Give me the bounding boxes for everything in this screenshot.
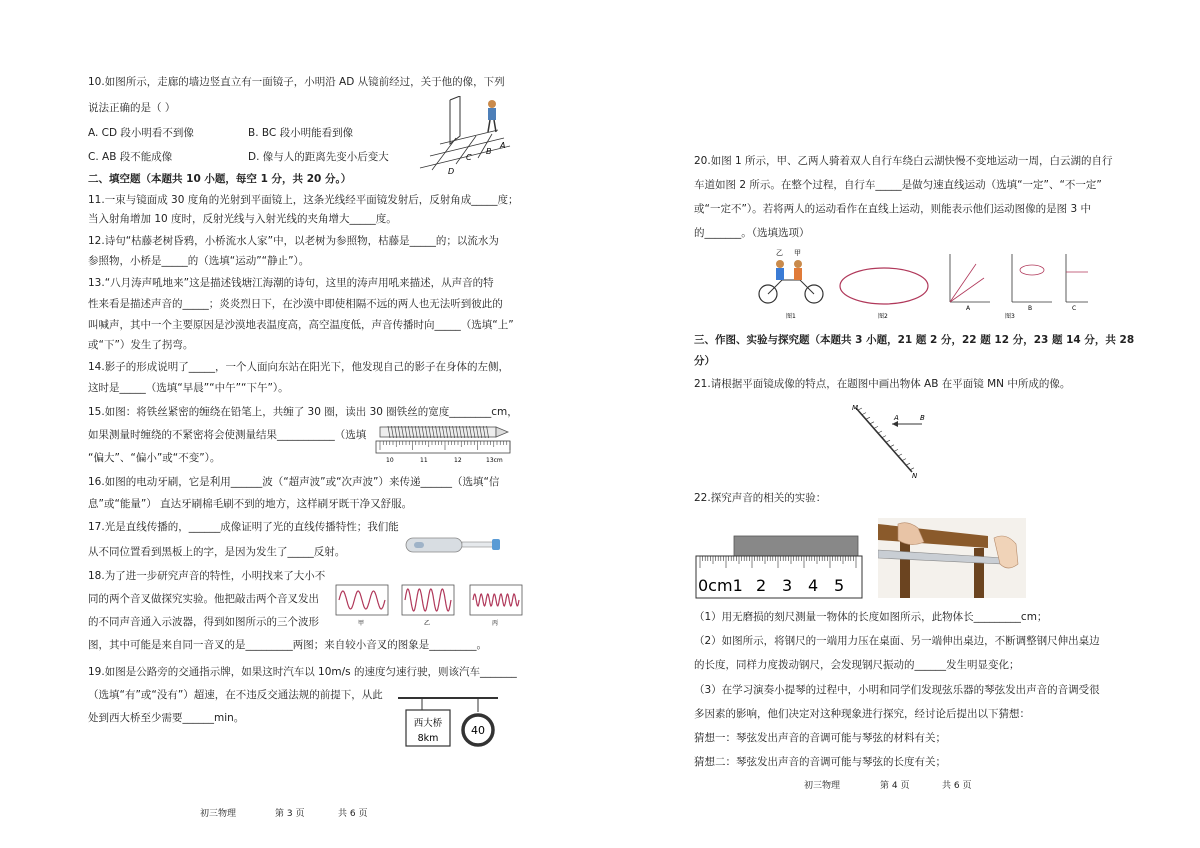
q10-option-a: A. CD 段小明看不到像 bbox=[88, 127, 194, 139]
mirror-label-m: M bbox=[852, 404, 859, 412]
q21-mirror-figure bbox=[850, 400, 930, 480]
ruler22-label-3: 3 bbox=[782, 576, 793, 595]
q16-line-1: 16.如图的电动牙刷，它是利用______波（“超声波”或“次声波”）来传递______（选填“信 bbox=[88, 476, 500, 488]
lake-path-figure bbox=[840, 268, 928, 304]
q20-line-1: 20.如图 1 所示，甲、乙两人骑着双人自行车绕白云湖快慢不变地运动一周，白云湖的自行 bbox=[694, 155, 1113, 167]
q13-line-1: 13.“八月涛声吼地来”这是描述钱塘江海潮的诗句，这里的涛声用吼来描述，从声音的特 bbox=[88, 277, 494, 289]
q19-line-3: 处到西大桥至少需要______min。 bbox=[88, 712, 245, 724]
graph-b bbox=[1012, 254, 1052, 302]
q10-option-d: D. 像与人的距离先变小后变大 bbox=[248, 151, 389, 163]
graph-c bbox=[1066, 254, 1088, 302]
q13-line-3: 叫喊声，其中一个主要原因是沙漠地表温度高，高空温度低，声音传播时向_____（选填“上” bbox=[88, 319, 514, 331]
q22-stem: 22.探究声音的相关的实验： bbox=[694, 492, 827, 504]
q10-stem-1: 10.如图所示，走廊的墙边竖直立有一面镜子，小明沿 AD 从镜前经过，关于他的像，下列 bbox=[88, 76, 505, 88]
graph-a bbox=[950, 254, 990, 302]
tandem-bicycle-figure bbox=[759, 260, 823, 303]
q16-line-2: 息”或“能量”） 直达牙刷棉毛刷不到的地方，这样刷牙既干净又舒服。 bbox=[88, 498, 413, 510]
q15-ruler-figure bbox=[374, 421, 514, 465]
footer-page-number-right: 第 4 页 bbox=[880, 781, 910, 791]
footer-total-pages: 共 6 页 bbox=[338, 809, 368, 819]
fig2-caption: 图2 bbox=[878, 313, 888, 320]
right-page bbox=[600, 0, 1200, 848]
q17-line-1: 17.光是直线传播的，______成像证明了光的直线传播特性；我们能 bbox=[88, 521, 399, 533]
q22-part3-line2: 多因素的影响，他们决定对这种现象进行探究，经讨论后提出以下猜想： bbox=[694, 708, 1030, 720]
footer-page-number: 第 3 页 bbox=[275, 809, 305, 819]
speed-limit-value: 40 bbox=[471, 724, 485, 737]
object-label-a: A bbox=[894, 414, 899, 422]
q14-line-2: 这时是_____（选填“早晨”“中午”“下午”）。 bbox=[88, 382, 289, 394]
q18-line-1: 18.为了进一步研究声音的特性，小明找来了大小不 bbox=[88, 570, 326, 582]
q22-part2-line1: （2）如图所示，将钢尺的一端用力压在桌面、另一端伸出桌边，不断调整钢尺伸出桌边 bbox=[694, 635, 1100, 647]
rider-label-jia: 甲 bbox=[794, 249, 801, 257]
q19-line-1: 19.如图是公路旁的交通指示牌，如果这时汽车以 10m/s 的速度匀速行驶，则该汽车_______ bbox=[88, 666, 517, 678]
q21-stem: 21.请根据平面镜成像的特点，在题图中画出物体 AB 在平面镜 MN 中所成的像。 bbox=[694, 378, 1071, 390]
object-label-b: B bbox=[920, 414, 925, 422]
ruler22-label-0cm1: 0cm1 bbox=[698, 576, 743, 595]
q10-mirror-figure bbox=[418, 96, 518, 178]
q10-label-a: A bbox=[500, 141, 506, 150]
q18-line-3: 的不同声音通入示波器，得到如图所示的三个波形 bbox=[88, 616, 319, 628]
mirror-label-n: N bbox=[912, 472, 918, 480]
q12-line-2: 参照物，小桥是_____的（选填“运动”“静止”）。 bbox=[88, 255, 310, 267]
q22-part3-line1: （3）在学习演奏小提琴的过程中，小明和同学们发现弦乐器的琴弦发出声音的音调受很 bbox=[694, 684, 1100, 696]
q10-option-b: B. BC 段小明能看到像 bbox=[248, 127, 354, 139]
graph-c-label: C bbox=[1072, 305, 1077, 312]
q15-line-2: 如果测量时缠绕的不紧密将会使测量结果___________（选填 bbox=[88, 429, 367, 441]
q13-line-4: 或“下”）发生了拐弯。 bbox=[88, 339, 194, 351]
q18-line-2: 同的两个音叉做探究实验。他把敲击两个音叉发出 bbox=[88, 593, 319, 605]
q19-line-2: （选填“有”或“没有”）超速，在不违反交通法规的前提下，从此 bbox=[88, 689, 383, 701]
q10-label-b: B bbox=[486, 147, 492, 156]
q15-ruler-label-13cm: 13cm bbox=[486, 457, 503, 464]
q11-line-1: 11.一束与镜面成 30 度角的光射到平面镜上，这条光线经平面镜发射后，反射角成_____度； bbox=[88, 194, 519, 206]
q20-line-3: 或“一定不”）。若将两人的运动看作在直线上运动，则能表示他们运动图像的是图 3 中 bbox=[694, 203, 1091, 215]
section3-heading-2: 分） bbox=[694, 355, 715, 367]
ruler22-label-4: 4 bbox=[808, 576, 819, 595]
q12-line-1: 12.诗句“枯藤老树昏鸦，小桥流水人家”中，以老树为参照物，枯藤是_____的；以流水为 bbox=[88, 235, 499, 247]
fig1-caption: 图1 bbox=[786, 313, 796, 320]
steel-ruler-photo bbox=[878, 518, 1026, 598]
q10-label-d: D bbox=[448, 167, 455, 176]
q15-ruler-label-10: 10 bbox=[386, 457, 394, 464]
section3-heading-1: 三、作图、实验与探究题（本题共 3 小题，21 题 2 分，22 题 12 分，23 题 14 分，共 28 bbox=[694, 334, 1135, 346]
q10-label-c: C bbox=[466, 153, 472, 162]
q22-hypothesis-1: 猜想一：琴弦发出声音的音调可能与琴弦的材料有关； bbox=[694, 732, 946, 744]
q11-line-2: 当入射角增加 10 度时，反射光线与入射光线的夹角增大_____度。 bbox=[88, 213, 397, 225]
q13-line-2: 性来看是描述声音的_____；炎炎烈日下，在沙漠中即使相隔不远的两人也无法听到彼此的 bbox=[88, 298, 503, 310]
toothbrush-figure bbox=[404, 532, 504, 558]
ruler22-label-5: 5 bbox=[834, 576, 845, 595]
ruler22-label-2: 2 bbox=[756, 576, 767, 595]
sign-destination: 西大桥 bbox=[413, 718, 443, 729]
q18-line-4: 图，其中可能是来自同一音叉的是_________两图；来自较小音叉的图象是_________。 bbox=[88, 639, 487, 651]
sign-distance: 8km bbox=[417, 733, 439, 744]
q10-stem-2: 说法正确的是（ ） bbox=[88, 102, 176, 114]
q22-part1: （1）用无磨损的刻尺测量一物体的长度如图所示，此物体长_________cm； bbox=[694, 611, 1048, 623]
wave-label-yi: 乙 bbox=[424, 620, 431, 627]
q20-line-2: 车道如图 2 所示。在整个过程，自行车_____是做匀速直线运动（选填“一定”、“不一定” bbox=[694, 179, 1102, 191]
graph-b-label: B bbox=[1028, 305, 1033, 312]
fig3-caption: 图3 bbox=[1005, 313, 1015, 320]
section2-heading: 二、填空题（本题共 10 小题，每空 1 分，共 20 分。） bbox=[88, 173, 352, 185]
q15-line-1: 15.如图：将铁丝紧密的缠绕在铅笔上，共缠了 30 圈，读出 30 圈铁丝的宽度________cm， bbox=[88, 406, 518, 418]
rider-label-yi: 乙 bbox=[776, 249, 783, 257]
q22-part2-line2: 的长度，同样力度拨动钢尺，会发现钢尺振动的______发生明显变化； bbox=[694, 659, 1020, 671]
q20-figures bbox=[750, 246, 1090, 322]
traffic-sign-figure bbox=[394, 690, 504, 752]
footer-subject: 初三物理 bbox=[200, 809, 237, 819]
footer-subject-right: 初三物理 bbox=[804, 781, 841, 791]
q18-waveforms bbox=[334, 583, 526, 629]
footer-total-pages-right: 共 6 页 bbox=[942, 781, 972, 791]
q22-ruler-figure bbox=[694, 534, 864, 600]
wave-label-jia: 甲 bbox=[358, 620, 365, 627]
q15-ruler-label-11: 11 bbox=[420, 457, 428, 464]
graph-a-label: A bbox=[966, 305, 971, 312]
q17-line-2: 从不同位置看到黑板上的字，是因为发生了_____反射。 bbox=[88, 546, 346, 558]
q15-ruler-label-12: 12 bbox=[454, 457, 462, 464]
q14-line-1: 14.影子的形成说明了_____，一个人面向东站在阳光下，他发现自己的影子在身体的左侧， bbox=[88, 361, 509, 373]
wave-label-bing: 丙 bbox=[492, 620, 499, 627]
q10-option-c: C. AB 段不能成像 bbox=[88, 151, 173, 163]
q20-line-4: 的_______。（选填选项） bbox=[694, 227, 810, 239]
q15-line-3: “偏大”、“偏小”或“不变”）。 bbox=[88, 452, 221, 464]
q22-hypothesis-2: 猜想二：琴弦发出声音的音调可能与琴弦的长度有关； bbox=[694, 756, 946, 768]
